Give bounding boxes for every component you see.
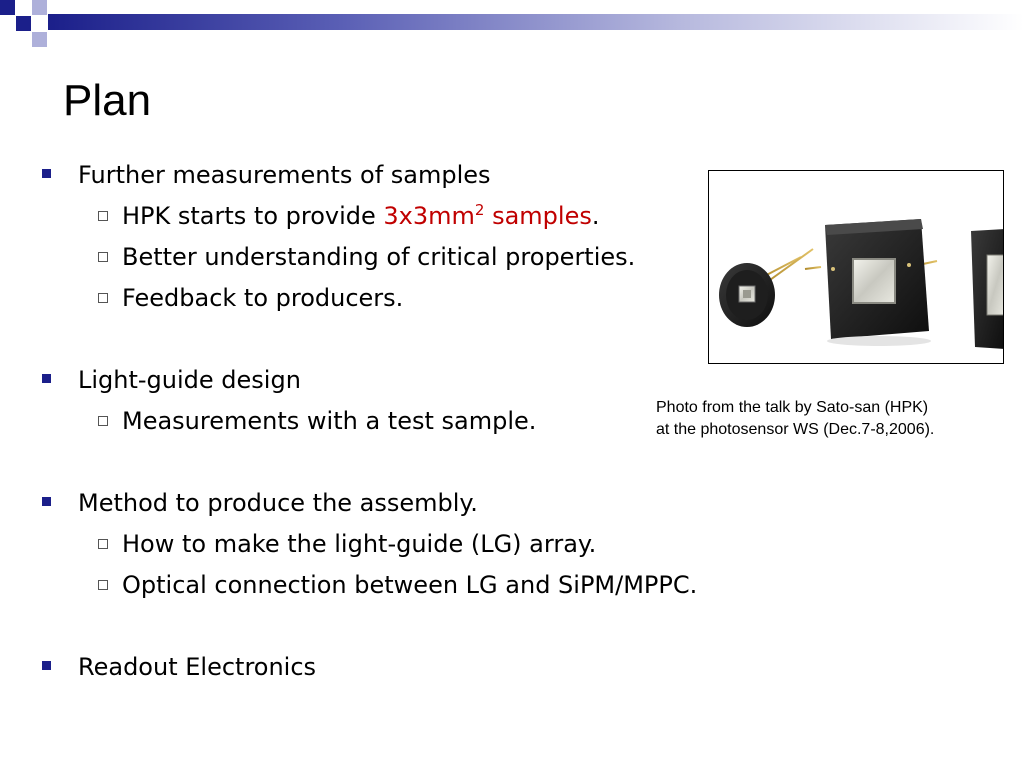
- header-decoration: [0, 0, 1024, 34]
- sub-bullet-item: [40, 527, 720, 561]
- hollow-square-bullet-icon: [98, 580, 108, 590]
- sub-bullet-text: HPK starts to provide $3x3mm^2$ samples.: [122, 201, 600, 230]
- hollow-square-bullet-icon: [98, 293, 108, 303]
- decor-square: [16, 16, 31, 31]
- square-bullet-icon: [42, 169, 51, 178]
- bullet-item: [40, 363, 720, 397]
- decor-square: [32, 0, 47, 15]
- bullet-list: [40, 158, 720, 684]
- slide-title: Plan: [63, 76, 152, 125]
- bullet-text: Readout Electronics: [78, 653, 317, 681]
- sub-bullet-item: [40, 240, 720, 274]
- hollow-square-bullet-icon: [98, 539, 108, 549]
- caption-line: at the photosensor WS (Dec.7-8,2006).: [656, 421, 935, 438]
- header-gradient-bar: [48, 14, 1024, 30]
- mppc-samples-image: [709, 171, 1004, 364]
- caption-line: Photo from the talk by Sato-san (HPK): [656, 399, 929, 416]
- hollow-square-bullet-icon: [98, 252, 108, 262]
- bullet-item: [40, 158, 720, 192]
- decor-square: [32, 32, 47, 47]
- square-bullet-icon: [42, 661, 51, 670]
- bullet-text: Method to produce the assembly.: [78, 489, 478, 517]
- hollow-square-bullet-icon: [98, 416, 108, 426]
- sub-bullet-text: How to make the light-guide (LG) array.: [122, 530, 597, 558]
- bullet-text: Further measurements of samples: [78, 161, 491, 189]
- decor-square: [0, 0, 15, 15]
- bullet-text: Light-guide design: [78, 366, 301, 394]
- sub-bullet-item: [40, 281, 720, 315]
- sub-bullet-item: [40, 568, 720, 602]
- hollow-square-bullet-icon: [98, 211, 108, 221]
- square-bullet-icon: [42, 497, 51, 506]
- bullet-item: [40, 486, 720, 520]
- sub-bullet-text: Better understanding of critical properties.: [122, 243, 636, 271]
- square-bullet-icon: [42, 374, 51, 383]
- bullet-item: [40, 650, 720, 684]
- sub-bullet-text: Optical connection between LG and SiPM/MPPC.: [122, 571, 698, 599]
- sub-bullet-text: Feedback to producers.: [122, 284, 404, 312]
- sub-bullet-text: Measurements with a test sample.: [122, 407, 537, 435]
- sensor-photo: [708, 170, 1004, 364]
- sub-bullet-item: [40, 404, 720, 438]
- photo-caption: [656, 397, 934, 441]
- sub-bullet-item: [40, 199, 720, 233]
